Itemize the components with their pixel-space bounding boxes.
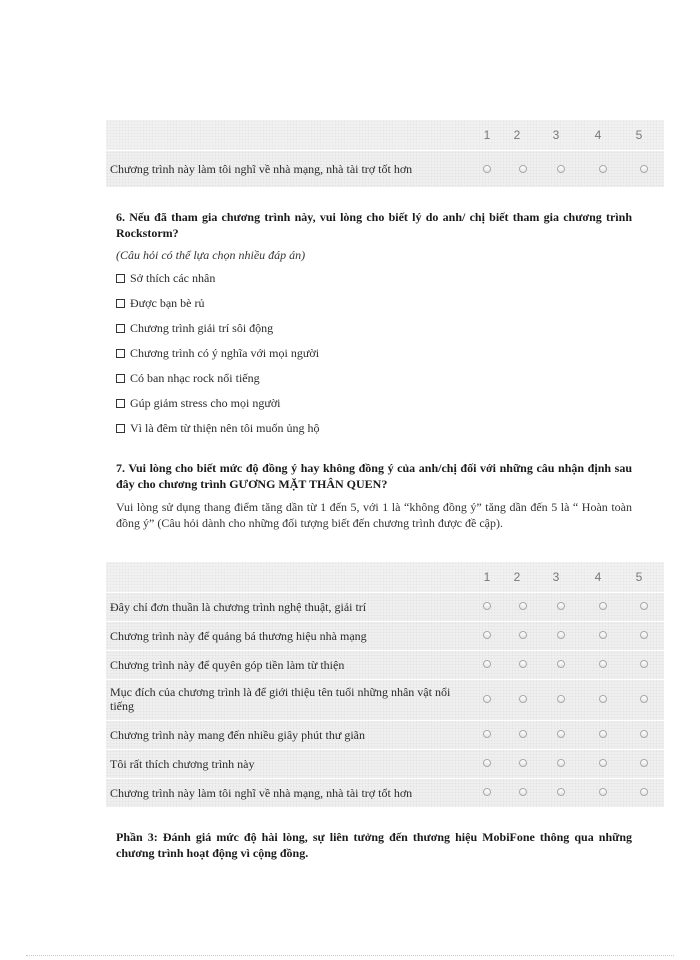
checkbox[interactable] — [116, 349, 125, 358]
radio-5[interactable] — [640, 730, 648, 738]
radio-2[interactable] — [519, 759, 527, 767]
radio-4[interactable] — [599, 788, 607, 796]
radio-5[interactable] — [640, 631, 648, 639]
radio-4[interactable] — [599, 730, 607, 738]
option-label: Sở thích các nhân — [130, 271, 216, 285]
option-item[interactable] — [116, 296, 205, 311]
radio-5[interactable] — [640, 759, 648, 767]
scale-number: 1 — [483, 128, 491, 142]
radio-2[interactable] — [519, 730, 527, 738]
scale-number: 3 — [552, 128, 560, 142]
question-6-title: 6. Nếu đã tham gia chương trình này, vui lòng cho biết lý do anh/ chị biết tham gia chương trình Rockstorm? — [116, 210, 632, 240]
option-label: Chương trình có ý nghĩa với mọi người — [130, 346, 320, 360]
statement-text: Chương trình này làm tôi nghĩ về nhà mạng, nhà tài trợ tốt hơn — [110, 162, 413, 176]
radio-2[interactable] — [519, 660, 527, 668]
radio-1[interactable] — [483, 660, 491, 668]
radio-3[interactable] — [557, 695, 565, 703]
part-3-heading: Phần 3: Đánh giá mức độ hài lòng, sự liên tưởng đến thương hiệu MobiFone thông qua những chương trình hoạt động vì cộng đồng. — [116, 830, 632, 860]
statement-text: Chương trình này mang đến nhiều giây phút thư giãn — [110, 728, 365, 742]
likert-row — [106, 622, 664, 650]
statement-text: Chương trình này để quảng bá thương hiệu nhà mạng — [110, 629, 367, 643]
checkbox[interactable] — [116, 399, 125, 408]
page-bottom-divider — [26, 955, 674, 956]
likert-table-top — [106, 120, 664, 187]
scale-header — [106, 562, 664, 592]
radio-3[interactable] — [557, 730, 565, 738]
scale-number: 3 — [552, 570, 560, 584]
radio-5[interactable] — [640, 165, 648, 173]
radio-5[interactable] — [640, 695, 648, 703]
radio-2[interactable] — [519, 695, 527, 703]
radio-2[interactable] — [519, 631, 527, 639]
radio-3[interactable] — [557, 602, 565, 610]
option-item[interactable] — [116, 396, 281, 411]
scale-number: 5 — [635, 570, 643, 584]
scale-number: 5 — [635, 128, 643, 142]
scale-number: 2 — [513, 570, 521, 584]
scale-header — [106, 120, 664, 150]
question-6-note: (Câu hỏi có thể lựa chọn nhiều đáp án) — [116, 248, 306, 262]
checkbox[interactable] — [116, 324, 125, 333]
likert-table-q7 — [106, 562, 664, 807]
likert-row — [106, 151, 664, 187]
radio-3[interactable] — [557, 165, 565, 173]
option-item[interactable] — [116, 421, 319, 436]
statement-text: Đây chỉ đơn thuần là chương trình nghệ thuật, giải trí — [110, 600, 367, 614]
radio-3[interactable] — [557, 788, 565, 796]
radio-5[interactable] — [640, 660, 648, 668]
likert-row — [106, 593, 664, 621]
likert-row — [106, 651, 664, 679]
question-7-title: 7. Vui lòng cho biết mức độ đồng ý hay không đồng ý của anh/chị đối với những câu nhận định sau đây cho chương trình GƯƠNG MẶT THÂN QUEN? — [116, 461, 632, 491]
likert-row — [106, 721, 664, 749]
statement-text: Mục đích của chương trình là để giới thiệu tên tuổi những nhân vật nổi tiếng — [110, 685, 451, 713]
statement-text: Tôi rất thích chương trình này — [110, 757, 255, 771]
option-label: Được bạn bè rủ — [130, 296, 205, 310]
option-item[interactable] — [116, 346, 319, 361]
radio-4[interactable] — [599, 631, 607, 639]
option-item[interactable] — [116, 271, 215, 286]
radio-4[interactable] — [599, 660, 607, 668]
radio-1[interactable] — [483, 788, 491, 796]
radio-1[interactable] — [483, 602, 491, 610]
radio-1[interactable] — [483, 730, 491, 738]
radio-3[interactable] — [557, 631, 565, 639]
scale-number: 2 — [513, 128, 521, 142]
radio-3[interactable] — [557, 660, 565, 668]
radio-1[interactable] — [483, 695, 491, 703]
scale-number: 4 — [594, 128, 602, 142]
scale-number: 1 — [483, 570, 491, 584]
checkbox[interactable] — [116, 299, 125, 308]
question-7-instruction: Vui lòng sử dụng thang điểm tăng dần từ 1 đến 5, với 1 là “không đồng ý” tăng dần đến 5 là “ Hoàn toàn đồng ý” (Câu hỏi dành cho những đối tượng biết đến chương trình được đề cập). — [116, 500, 632, 530]
radio-4[interactable] — [599, 602, 607, 610]
checkbox[interactable] — [116, 424, 125, 433]
radio-2[interactable] — [519, 788, 527, 796]
radio-4[interactable] — [599, 165, 607, 173]
radio-1[interactable] — [483, 759, 491, 767]
option-item[interactable] — [116, 321, 273, 336]
option-label: Vì là đêm từ thiện nên tôi muốn ủng hộ — [130, 421, 320, 435]
option-label: Có ban nhạc rock nổi tiếng — [130, 371, 260, 385]
radio-1[interactable] — [483, 165, 491, 173]
option-item[interactable] — [116, 371, 260, 386]
likert-row — [106, 779, 664, 807]
radio-4[interactable] — [599, 695, 607, 703]
radio-5[interactable] — [640, 602, 648, 610]
checkbox[interactable] — [116, 274, 125, 283]
likert-row — [106, 680, 664, 720]
statement-text: Chương trình này làm tôi nghĩ về nhà mạng, nhà tài trợ tốt hơn — [110, 786, 413, 800]
option-label: Chương trình giải trí sôi động — [130, 321, 274, 335]
option-label: Gúp giảm stress cho mọi người — [130, 396, 281, 410]
likert-row — [106, 750, 664, 778]
radio-5[interactable] — [640, 788, 648, 796]
statement-text: Chương trình này để quyên góp tiền làm từ thiện — [110, 658, 345, 672]
radio-3[interactable] — [557, 759, 565, 767]
checkbox[interactable] — [116, 374, 125, 383]
scale-number: 4 — [594, 570, 602, 584]
radio-1[interactable] — [483, 631, 491, 639]
radio-2[interactable] — [519, 602, 527, 610]
radio-2[interactable] — [519, 165, 527, 173]
radio-4[interactable] — [599, 759, 607, 767]
